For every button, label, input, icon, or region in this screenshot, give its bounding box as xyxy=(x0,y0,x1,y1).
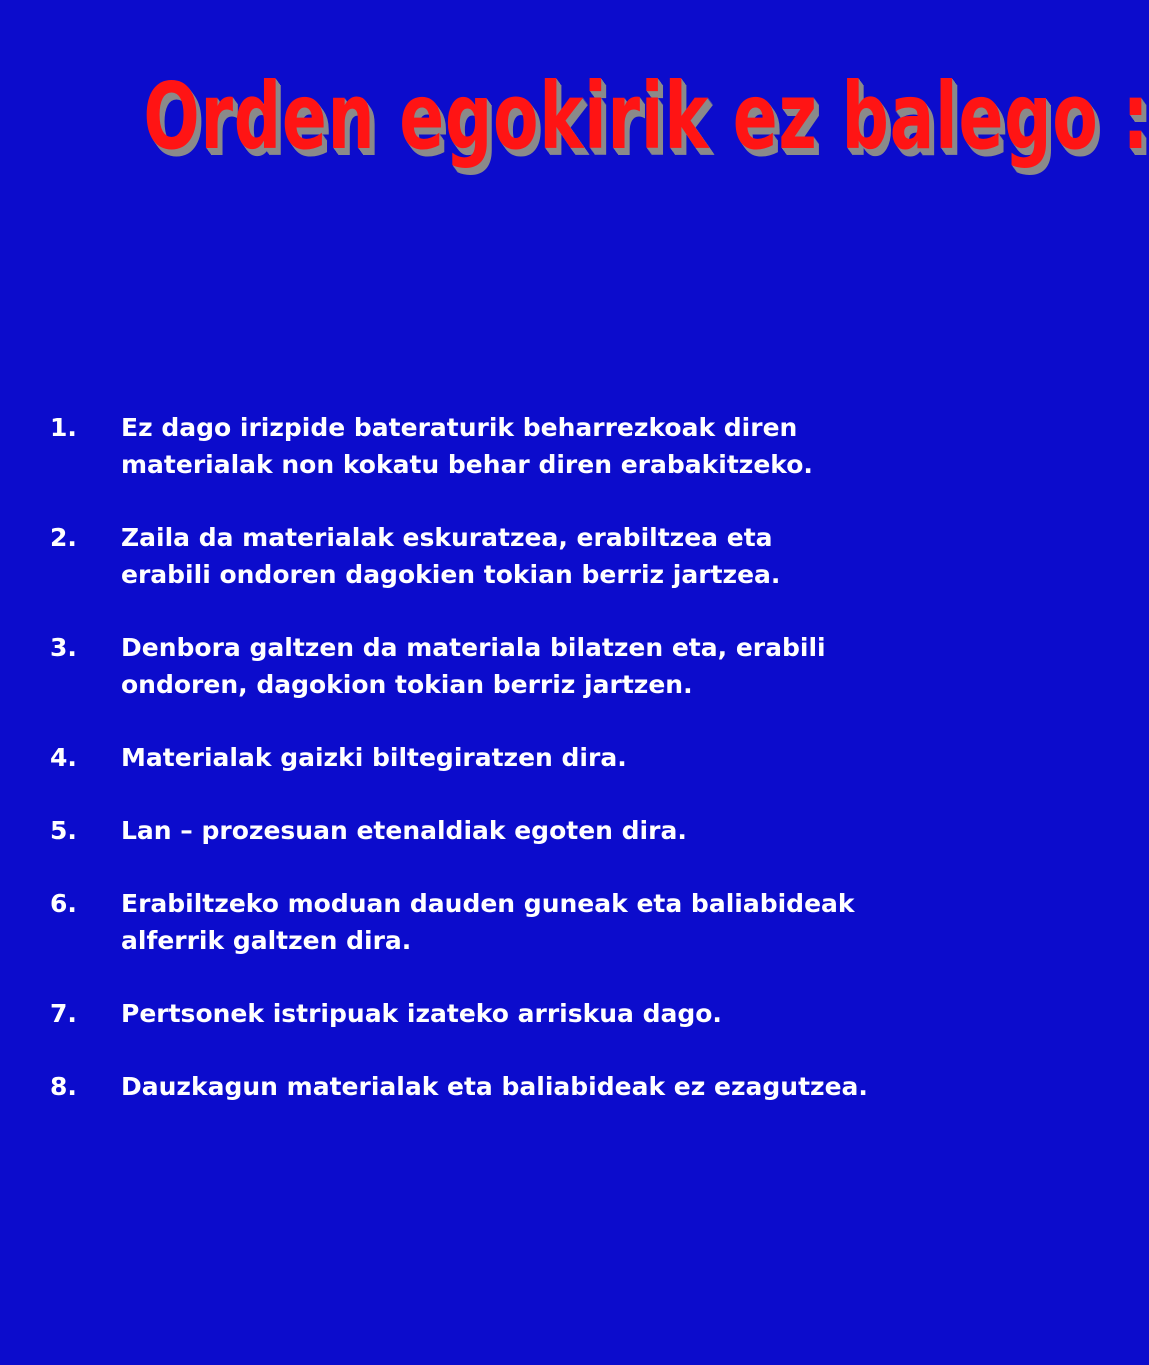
item-number: 8. xyxy=(50,1072,77,1101)
item-text-line: ondoren, dagokion tokian berriz jartzen. xyxy=(121,670,693,699)
item-number: 2. xyxy=(50,523,77,552)
list-item xyxy=(50,812,1010,849)
list-item xyxy=(50,995,1010,1032)
item-text-line: materialak non kokatu behar diren erabakitzeko. xyxy=(121,450,813,479)
item-number: 7. xyxy=(50,999,77,1028)
item-text-line: alferrik galtzen dira. xyxy=(121,926,412,955)
list-item xyxy=(50,885,1010,959)
item-text-line: Zaila da materialak eskuratzea, erabiltzea eta xyxy=(121,523,773,552)
item-number: 4. xyxy=(50,743,77,772)
item-text-line: Pertsonek istripuak izateko arriskua dago. xyxy=(121,999,722,1028)
item-number: 3. xyxy=(50,633,77,662)
item-number: 5. xyxy=(50,816,77,845)
item-text-line: Ez dago irizpide bateraturik beharrezkoak diren xyxy=(121,413,798,442)
item-number: 6. xyxy=(50,889,77,918)
issue-list xyxy=(50,409,1010,1141)
item-text-line: Erabiltzeko moduan dauden guneak eta baliabideak xyxy=(121,889,855,918)
slide-title: Orden egokirik ez balego : xyxy=(143,63,1149,170)
item-text-line: Lan – prozesuan etenaldiak egoten dira. xyxy=(121,816,687,845)
list-item xyxy=(50,1068,1010,1105)
item-text-line: erabili ondoren dagokien tokian berriz jartzea. xyxy=(121,560,781,589)
item-number: 1. xyxy=(50,413,77,442)
item-text-line: Denbora galtzen da materiala bilatzen eta, erabili xyxy=(121,633,826,662)
list-item xyxy=(50,739,1010,776)
list-item xyxy=(50,409,1010,483)
list-item xyxy=(50,629,1010,703)
item-text-line: Dauzkagun materialak eta baliabideak ez ezagutzea. xyxy=(121,1072,868,1101)
list-item xyxy=(50,519,1010,593)
item-text-line: Materialak gaizki biltegiratzen dira. xyxy=(121,743,627,772)
